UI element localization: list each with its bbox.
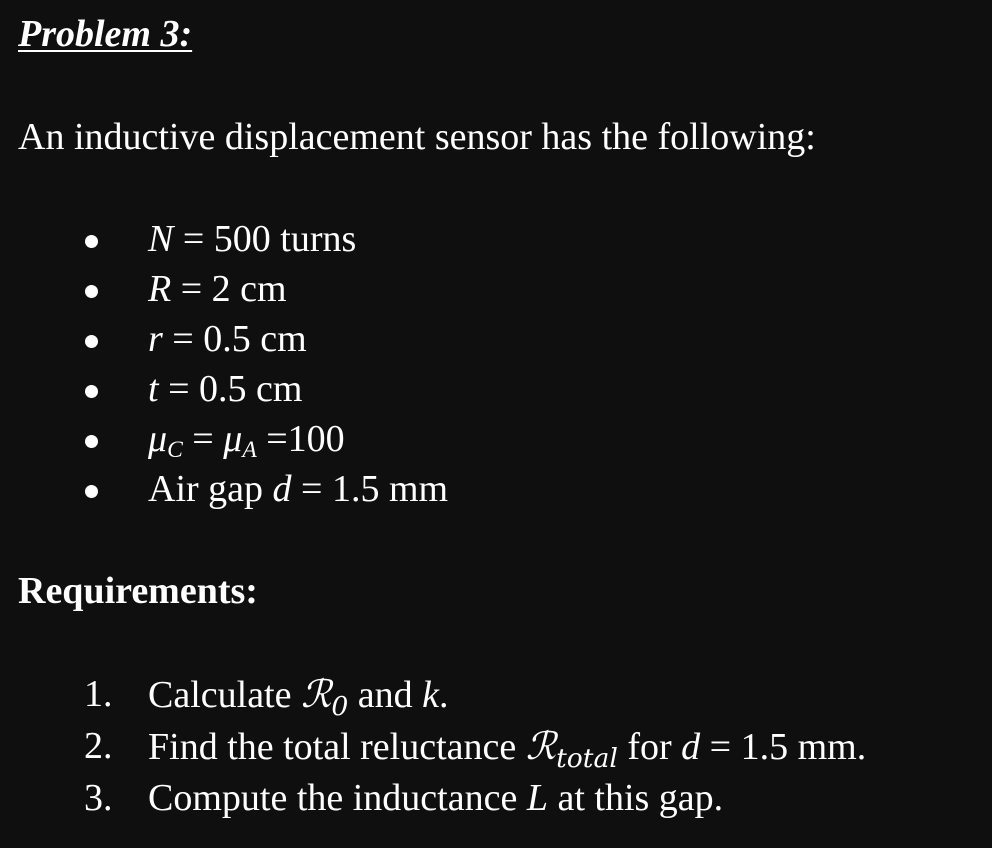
- requirement-number: 2.: [84, 725, 113, 767]
- spec-text: r = 0.5 cm: [148, 318, 307, 360]
- requirement-number: 3.: [84, 777, 113, 819]
- requirements-heading: Requirements:: [18, 570, 258, 612]
- bullet-icon: [85, 235, 98, 248]
- spec-text: $\mu_C = \mu_A =100$: [148, 418, 345, 463]
- requirement-text: Find the total reluctance ℛ$_{total}$ for d = 1.5 mm.: [148, 724, 867, 774]
- bullet-icon: [85, 285, 98, 298]
- spec-text: R = 2 cm: [148, 268, 287, 310]
- problem-title: Problem 3:: [18, 13, 193, 55]
- spec-text: Air gap d = 1.5 mm: [148, 468, 449, 510]
- requirement-text: Compute the inductance L at this gap.: [148, 777, 724, 819]
- requirement-text: Calculate ℛ$_0$ and k.: [148, 672, 449, 722]
- bullet-icon: [85, 385, 98, 398]
- bullet-icon: [85, 435, 98, 448]
- spec-text: t = 0.5 cm: [148, 368, 303, 410]
- intro-text: An inductive displacement sensor has the following:: [18, 116, 816, 158]
- spec-text: N = 500 turns: [148, 218, 357, 260]
- bullet-icon: [85, 335, 98, 348]
- bullet-icon: [85, 485, 98, 498]
- requirement-number: 1.: [84, 673, 113, 715]
